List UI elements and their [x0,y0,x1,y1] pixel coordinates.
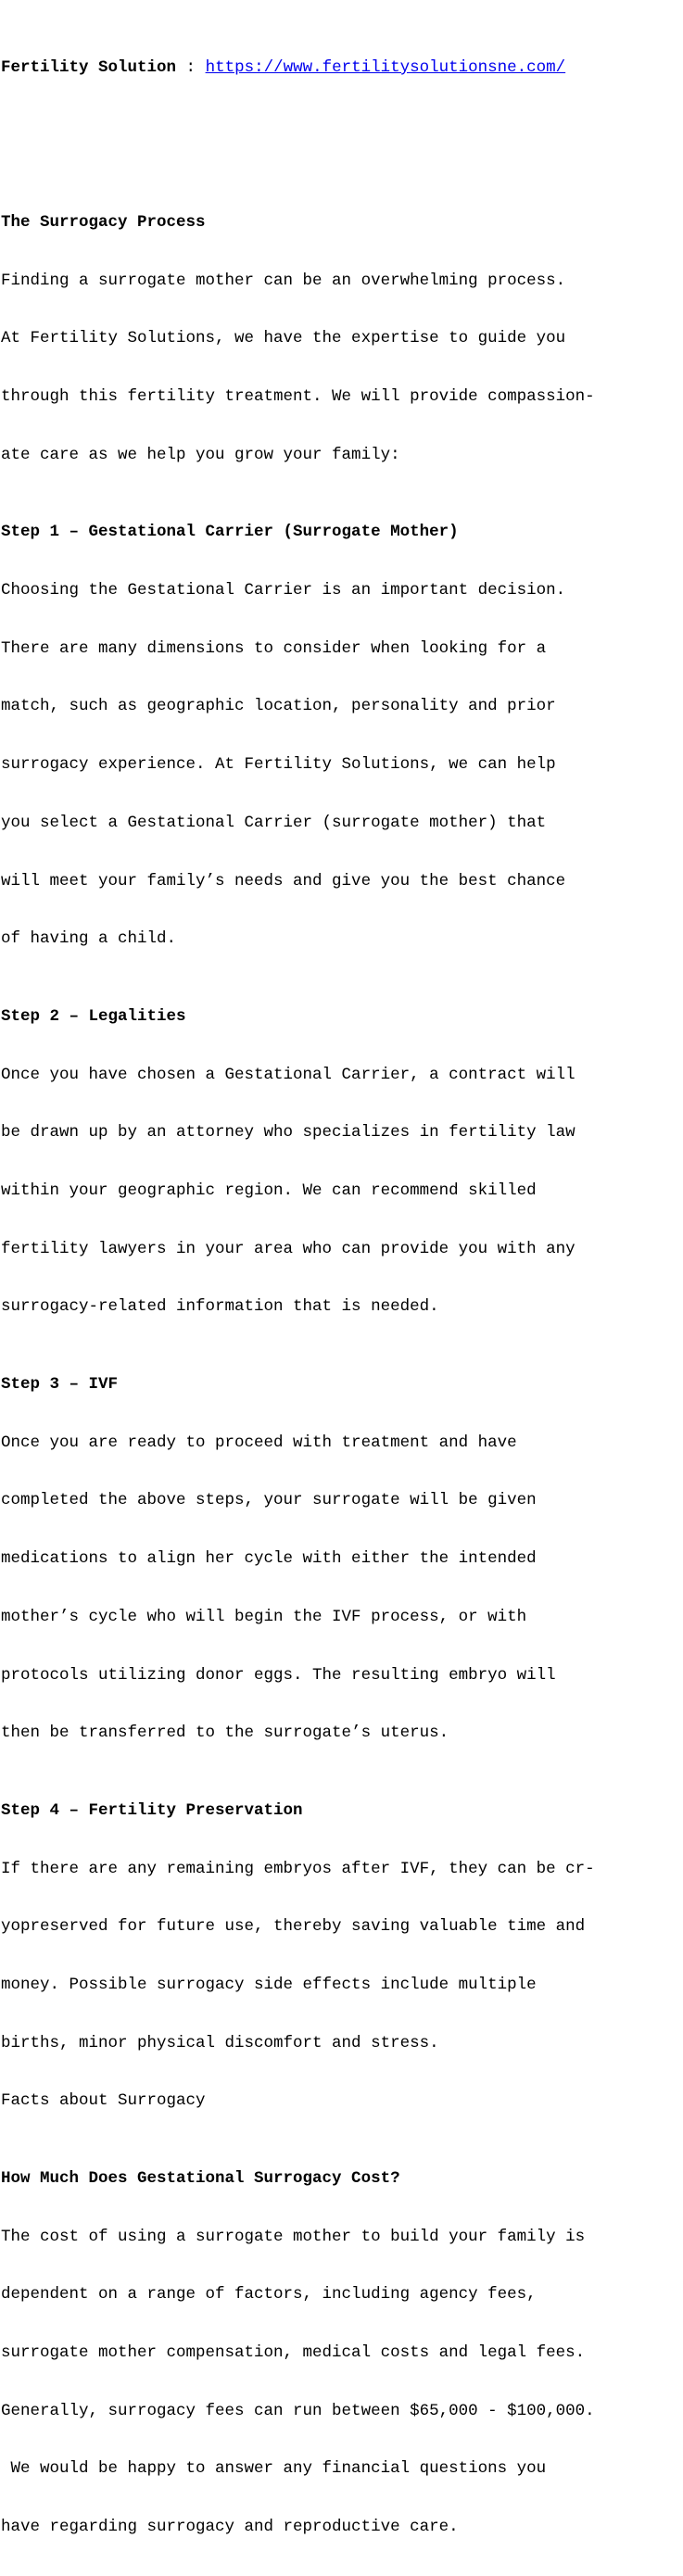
step-2-line: within your geographic region. We can recommend skilled [1,1181,537,1200]
step-1-line: will meet your family’s needs and give you the best chance [1,871,566,890]
step-2-line: fertility lawyers in your area who can provide you with any [1,1239,575,1258]
step-4-line: money. Possible surrogacy side effects include multiple [1,1975,537,1994]
step-4-line: If there are any remaining embryos after IVF, they can be cr- [1,1859,595,1878]
cost-line: surrogate mother compensation, medical costs and legal fees. [1,2343,586,2363]
step-3-heading: Step 3 – IVF [1,1375,119,1395]
step-3-line: mother’s cycle who will begin the IVF process, or with [1,1607,527,1626]
cost-line: Generally, surrogacy fees can run between $65,000 - $100,000. [1,2401,595,2420]
step-2-heading: Step 2 – Legalities [1,1006,186,1026]
step-3-line: protocols utilizing donor eggs. The resulting embryo will [1,1665,556,1685]
step-4-line: yopreserved for future use, thereby saving valuable time and [1,1917,586,1937]
step-1-line: match, such as geographic location, personality and prior [1,697,556,716]
step-1-line: you select a Gestational Carrier (surrogate mother) that [1,813,547,832]
intro-line: At Fertility Solutions, we have the expertise to guide you [1,329,566,348]
step-1-line: surrogacy experience. At Fertility Solutions, we can help [1,755,556,775]
cost-line: The cost of using a surrogate mother to build your family is [1,2227,586,2246]
cost-heading: How Much Does Gestational Surrogacy Cost? [1,2168,400,2188]
cost-line: We would be happy to answer any financial questions you [1,2459,547,2479]
step-1-heading: Step 1 – Gestational Carrier (Surrogate Mother) [1,523,459,542]
header-line [1,58,683,78]
label-separator [176,58,186,77]
intro-line: through this fertility treatment. We will provide compassion- [1,387,595,407]
step-2-line: surrogacy-related information that is needed. [1,1297,439,1317]
site-label: Fertility Solution [1,57,177,77]
cost-line: dependent on a range of factors, including agency fees, [1,2285,537,2305]
step-3-line: medications to align her cycle with either the intended [1,1549,537,1569]
step-2-line: Once you have chosen a Gestational Carrier, a contract will [1,1065,575,1084]
cost-line: have regarding surrogacy and reproductive care. [1,2518,459,2537]
step-4-line: births, minor physical discomfort and stress. [1,2033,439,2052]
step-1-line: Choosing the Gestational Carrier is an important decision. [1,581,566,600]
spacer [1,135,683,155]
website-link[interactable]: https://www.fertilitysolutionsne.com/ [205,57,566,77]
facts-label: Facts about Surrogacy [1,2091,206,2111]
step-4-heading: Step 4 – Fertility Preservation [1,1800,303,1820]
step-3-line: then be transferred to the surrogate’s uterus. [1,1724,449,1743]
step-2-line: be drawn up by an attorney who specializes in fertility law [1,1123,575,1143]
intro-line: ate care as we help you grow your family: [1,445,400,464]
step-3-line: Once you are ready to proceed with treatment and have [1,1433,517,1452]
step-1-line: of having a child. [1,929,177,949]
separator-char: : [185,57,196,77]
step-1-line: There are many dimensions to consider when looking for a [1,638,547,658]
step-3-line: completed the above steps, your surrogate will be given [1,1491,537,1510]
intro-line: Finding a surrogate mother can be an overwhelming process. [1,271,566,290]
intro-heading: The Surrogacy Process [1,212,206,232]
